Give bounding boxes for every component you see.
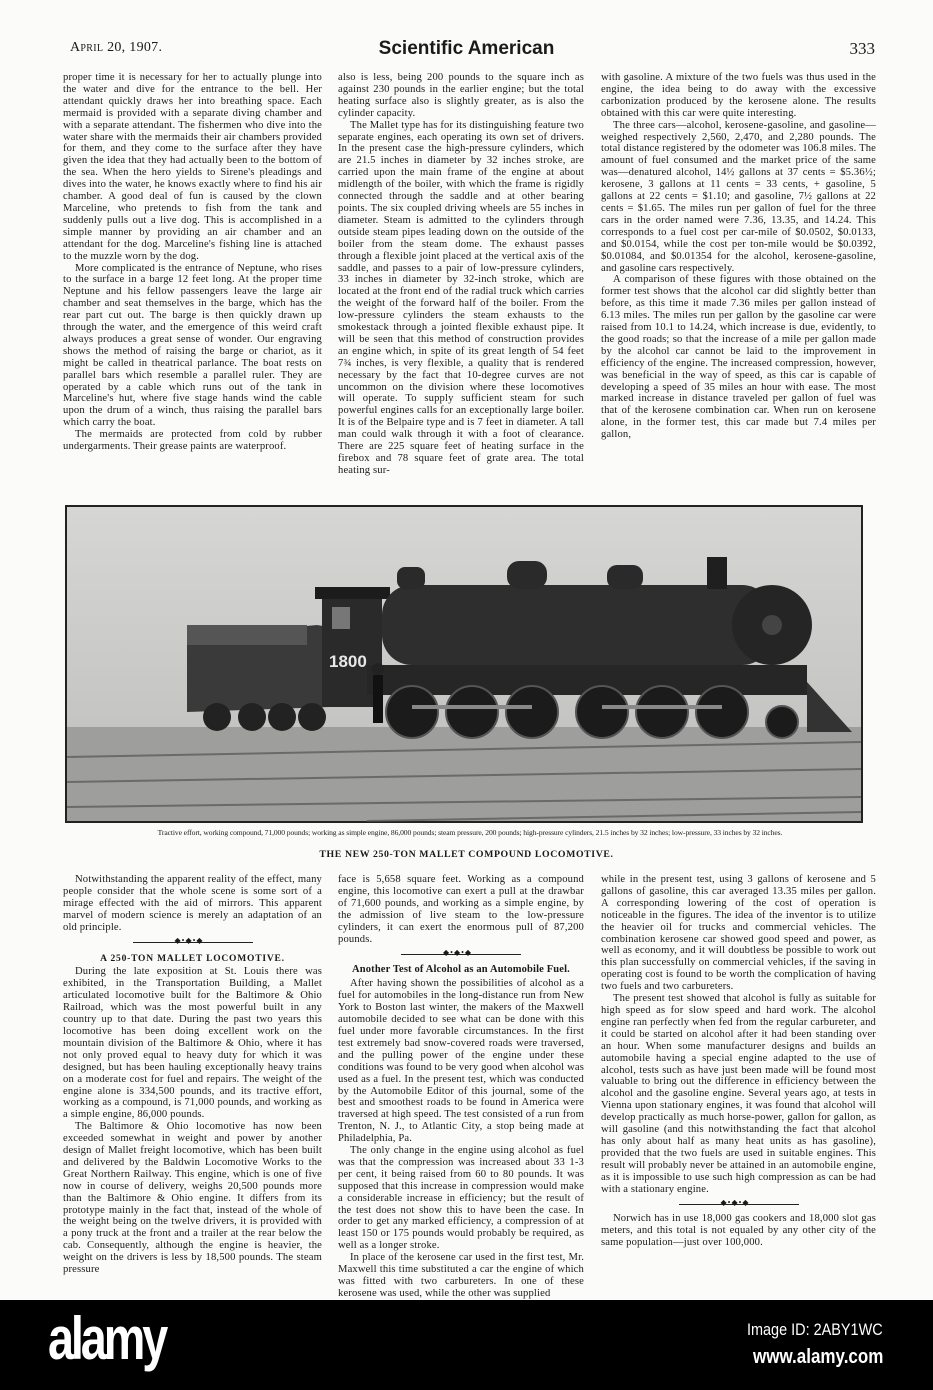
paragraph: In place of the kerosene car used in the first test, Mr. Maxwell this time substituted a car the engine of which was fitted with two carbureters. In one of these kerosene was used, while the other was supplied	[338, 1252, 584, 1299]
top-column-2	[338, 72, 584, 476]
image-id: Image ID: 2ABY1WC	[747, 1320, 883, 1339]
bottom-column-3	[601, 874, 876, 1289]
paragraph: A comparison of these figures with those obtained on the former test shows that the alcohol car did slightly better than before, as this time it made 7.36 miles per gallon instead of 6.13 miles. The miles run per gallon by the gasoline car were raised from 10.1 to 14.24, which increase is due, evidently, to the good roads; so that the increase of a mile per gallon made by the alcohol car cannot be laid to the improvement in efficiency of the engine. The increased compression, however, was beneficial in the way of speed, as this car is capable of developing a speed of 35 miles an hour with ease. The most marked increase in distance traveled per gallon of fuel was that of the kerosene combination car. When run on kerosene alone, in the former test, this car made but 7.4 miles per gallon,	[601, 274, 876, 441]
paragraph: while in the present test, using 3 gallons of kerosene and 5 gallons of gasoline, this car averaged 13.35 miles per gallon. A corresponding lowering of the cost of operation is noticeable in the figures. The idea of the inventor is to utilize the heavier oil for trucks and commercial vehicles. The combination kerosene car showed good speed and power, as well as economy, and it will doubtless be possible to work out this plan successfully on commercial vehicles, if the saving in operating cost is found to be worth the complication of having two fuels and two carbureters.	[601, 874, 876, 993]
alamy-logo: alamy	[48, 1305, 166, 1372]
site-url: www.alamy.com	[752, 1346, 883, 1368]
paragraph: After having shown the possibilities of alcohol as a fuel for automobiles in the long-distance run from New York to Boston last winter, the makers of the Maxwell automobile decided to see what can be done with this fuel under more favorable circumstances. In the first test extremely bad snow-covered roads were traversed, and the pulling power of the engine under these conditions was found to be very good when alcohol was used as a fuel. In the present test, which was conducted by the Automobile Editor of this journal, some of the best and smoothest roads to be found in America were traversed at high speed. The test consisted of a run from Trenton, N. J., to Atlantic City, a stop being made at Philadelphia, Pa.	[338, 978, 584, 1145]
watermark-band	[0, 1300, 933, 1390]
paragraph: The Baltimore & Ohio locomotive has now been exceeded somewhat in weight and power by another design of Mallet freight locomotive, which has been built and delivered by the Baldwin Locomotive Works to the Great Northern Railway. This engine, which is one of five now in course of delivery, weighs 20,500 pounds more than the Baltimore & Ohio engine. It differs from its prototype mainly in the fact that, instead of the whole of the weight being on the twelve drivers, it is provided with a pony truck at the front and a trailer at the rear below the cab. Consequently, although the engine is heavier, the weight on the drivers is less by 18,500 pounds. The steam pressure	[63, 1121, 322, 1276]
paragraph: The three cars—alcohol, kerosene-gasoline, and gasoline—weighed respectively 2,560, 2,470, and 2,280 pounds. The total distance registered by the odometer was 106.8 miles. The amount of fuel consumed and the market price of the same was—denatured alcohol, 14½ gallons at 37 cents = $5.36½; kerosene, 3 gallons at 11 cents = 33 cents, + gasoline, 5 gallons at 22 cents = $1.10; and gasoline, 7½ gallons at 22 cents = $1.65. The miles run per gallon of fuel for the three cars in the order named were 7.36, 13.35, and 14.24. This corresponds to a fuel cost per car-mile of $0.0502, $0.0133, and $0.0154, while the cost per ton-mile would be $0.0392, $0.01084, and $0.01354 for the alcohol, kerosene-gasoline, and gasoline cars respectively.	[601, 119, 876, 274]
paragraph: The Mallet type has for its distinguishing feature two separate engines, each operating its own set of drivers. In the present case the high-pressure cylinders, which are 21.5 inches in diameter by 32 inches stroke, are carried upon the main frame of the engine at about midlength of the boiler, with which the frame is rigidly connected through the saddle and at other bearing points. The six coupled driving wheels are 55 inches in diameter. Steam is admitted to the cylinders through outside steam pipes leading down on the outside of the boiler from the steam dome. The exhaust passes through a flexible joint placed at the vertical axis of the saddle, and passes to a pair of low-pressure cylinders, 33 inches in diameter by 32-inch stroke, which are located at the front end of the radial truck which carries the weight of the forward half of the boiler. From the low-pressure cylinders the steam exhausts to the smokestack through a jointed flexible exhaust pipe. It will be seen that this method of construction provides an engine which, in spite of its great length of 54 feet 7¾ inches, is very flexible, a quality that is rendered necessary by the fact that 10-degree curves are not uncommon on the division where these locomotives will operate. To supply sufficient steam for such powerful engines calls for an exceptionally large boiler. It is of the Belpaire type and is 7 feet in diameter. A tall man could walk through it with a foot of clearance. There are 225 square feet of heating surface in the firebox and 78 square feet of grate area. The total heating sur-	[338, 119, 584, 476]
paragraph: proper time it is necessary for her to actually plunge into the water and dive for the entrance to the bell. Her attendant quickly draws her into breathing space. Each mermaid is provided with a separate diving chamber and with a separate attendant. The fishermen who dive into the water share with the mermaids their air chambers provided for them, and they come to the surface after they have given the idea that they had actually been to the bottom of the sea. When the hero yields to Sirene's pleadings and dives into the water, he knows exactly where to find his air chamber. A good deal of fun is caused by the clown Marceline, who pretends to fish from the tank and suddenly pulls out a live dog. This is accomplished in a simple manner by providing an air chamber and an attendant for the dog. Marceline's fishing line is attached to the muzzle worn by the dog.	[63, 72, 322, 262]
masthead: Scientific American	[378, 38, 555, 59]
ornament-divider	[601, 1195, 876, 1213]
article-heading: A 250-TON MALLET LOCOMOTIVE.	[100, 953, 285, 964]
ornament-divider	[338, 945, 584, 963]
paragraph: During the late exposition at St. Louis there was exhibited, in the Transportation Building, a Mallet articulated locomotive built for the Baltimore & Ohio Railroad, which was the most powerful built in any country up to that date. During the past two years this locomotive has been doing excellent work on the mountain division of the Baltimore & Ohio, where it has not only proved equal to heavy duty for which it was designed, but has been hauling exceptionally heavy trains on a moderate cost for fuel and repairs. The weight of the engine alone is 334,500 pounds, and its tractive effort, working as a compound, is 71,000 pounds, and working as a simple engine, 86,000 pounds.	[63, 966, 322, 1121]
paragraph: face is 5,658 square feet. Working as a compound engine, this locomotive can exert a pull at the drawbar of 71,600 pounds, and working as a simple engine, by the admission of live steam to the low-pressure cylinders, it can exert the enormous pull of 87,200 pounds.	[338, 874, 584, 945]
page-number: 333	[849, 39, 875, 58]
article-heading: Another Test of Alcohol as an Automobile Fuel.	[352, 964, 570, 976]
issue-date: April 20, 1907.	[70, 40, 163, 55]
locomotive-photograph	[65, 505, 863, 823]
bottom-column-2	[338, 874, 584, 1299]
engine-number: 1800	[329, 652, 367, 671]
top-column-1	[63, 72, 322, 467]
paragraph: The mermaids are protected from cold by rubber undergarments. Their grease paints are waterproof.	[63, 429, 322, 453]
paragraph: also is less, being 200 pounds to the square inch as against 230 pounds in the earlier engine; but the total heating surface also is slightly greater, as is also the cylinder capacity.	[338, 72, 584, 119]
paragraph: The present test showed that alcohol is fully as suitable for high speed as for slow speed and hard work. The alcohol engine ran perfectly when fed from the regular carbureter, and it could be started on alcohol after it had been standing over an hour. When some manufacturer designs and builds an automobile having a special engine adapted to the use of alcohol, tests such as have just been made will be found most valuable to bring out the difference in efficiency between the alcohol and the gasoline engine. Several years ago, at tests in Vienna upon stationary engines, it was found that alcohol will develop practically as much horse-power, gallon for gallon, as will gasoline (and this notwithstanding the fact that alcohol has only about half as many heat units as has gasoline), provided that the two fuels are used in suitable engines. This result will probably never be attained in an automobile engine, as it is impossible to use such high compression as can be had with a stationary engine.	[601, 993, 876, 1195]
paragraph: The only change in the engine using alcohol as fuel was that the compression was increased about 33 1-3 per cent, it being raised from 60 to 80 pounds. It was supposed that this increase in compression would make a considerable increase in efficiency; but the result of the test does not show this to have been the case. In order to get any marked efficiency, a compression of at least 150 or 175 pounds would probably be required, as well as a longer stroke.	[338, 1145, 584, 1252]
paragraph: More complicated is the entrance of Neptune, who rises to the surface in a barge 12 feet long. At the proper time Neptune and his fellow passengers leave the large air chamber and seat themselves in the barge, which has the rear part cut out. The barge is then quickly drawn up through the water, and the emergence of this weird craft always produces a great sense of wonder. Our engraving shows the method of raising the barge or chariot, as it might be called in theatrical parlance. The boat rests on parallel bars which resemble a parallel ruler. They are operated by a cable which runs out of the tank in Marceline's hut, where five stage hands wind the cable upon the drum of a winch, thus raising the parallel bars which carry the boat.	[63, 262, 322, 429]
ornament-divider	[63, 934, 322, 952]
top-column-3	[601, 72, 876, 467]
figure-title: THE NEW 250-TON MALLET COMPOUND LOCOMOTIVE.	[319, 849, 614, 860]
paragraph: Norwich has in use 18,000 gas cookers and 18,000 slot gas meters, and this total is not equaled by any other city of the same population—just over 100,000.	[601, 1213, 876, 1249]
bottom-column-1	[63, 874, 322, 1289]
paragraph: Notwithstanding the apparent reality of the effect, many people consider that the whole scene is some sort of a mirage effected with the aid of mirrors. This apparent marvel of modern science is merely an adaptation of an old principle.	[63, 874, 322, 933]
figure-caption: Tractive effort, working compound, 71,000 pounds; working as simple engine, 86,000 pounds; steam pressure, 200 pounds; high-pressure cylinders, 21.5 inches by 32 inches; low-pressure, 33 inches by 32 inches.	[157, 828, 783, 837]
paragraph: with gasoline. A mixture of the two fuels was thus used in the engine, the idea being to do away with the excessive carbonization produced by the kerosene alone. The results obtained with this car were quite interesting.	[601, 72, 876, 119]
